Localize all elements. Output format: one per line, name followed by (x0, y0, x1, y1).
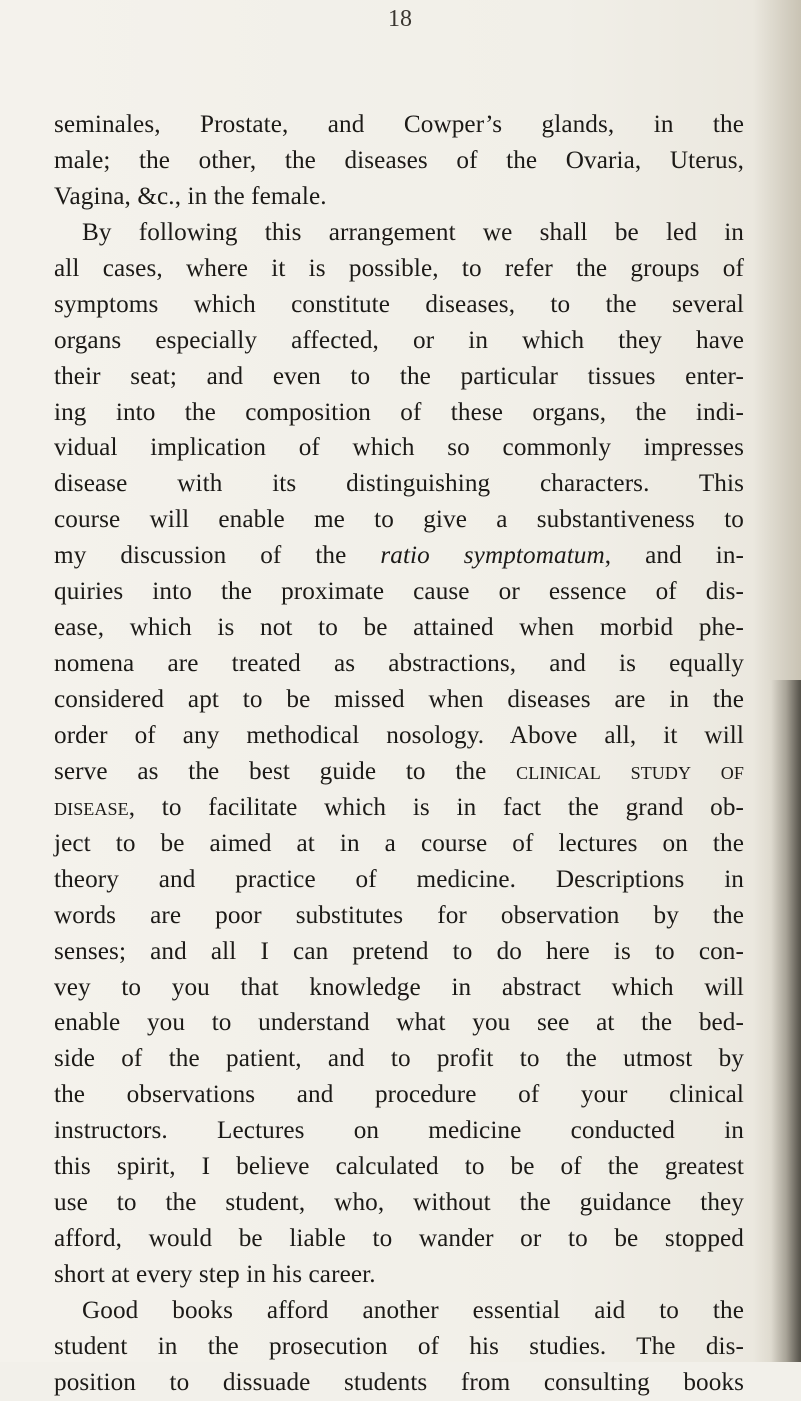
text-line: senses; and all I can pretend to do here is to con- (54, 937, 744, 965)
text-line-with-small-caps (54, 790, 744, 826)
small-caps-phrase: disease (54, 793, 129, 821)
paragraph-start-line: By following this arrangement we shall be led in (82, 218, 744, 246)
text-line: student in the prosecution of his studies. The dis- (54, 1332, 744, 1360)
text-line: symptoms which constitute diseases, to the several (54, 290, 744, 318)
text-line: enable you to understand what you see at the bed- (54, 1009, 744, 1037)
text-segment: , and in- (604, 542, 745, 570)
text-line: vey to you that knowledge in abstract which will (54, 973, 744, 1001)
text-line: position to dissuade students from consulting books (54, 1368, 744, 1396)
text-line: course will enable me to give a substantiveness to (54, 506, 744, 534)
text-line: the observations and procedure of your clinical (54, 1081, 744, 1109)
small-caps-phrase: clinical study of (516, 757, 744, 785)
text-line: considered apt to be missed when diseases are in the (54, 686, 744, 713)
text-line: short at every step in his career. (54, 1261, 376, 1288)
text-segment: serve as the best guide to the (54, 757, 517, 785)
text-line: instructors. Lectures on medicine conducted in (54, 1117, 744, 1145)
text-line: male; the other, the diseases of the Ovaria, Uterus, (54, 146, 744, 174)
text-line-with-small-caps (54, 754, 744, 790)
text-line: use to the student, who, without the guidance they (54, 1189, 744, 1217)
page-edge-shadow (771, 680, 801, 1362)
text-line: seminales, Prostate, and Cowper’s glands, in the (54, 111, 744, 138)
text-line: this spirit, I believe calculated to be of the greatest (54, 1153, 744, 1181)
page-number: 18 (388, 6, 412, 32)
text-segment: , to facilitate which is in fact the grand ob- (128, 793, 744, 821)
text-line: side of the patient, and to profit to the utmost by (54, 1045, 744, 1073)
text-line: ing into the composition of these organs, the indi- (54, 398, 744, 426)
text-line: words are poor substitutes for observation by the (54, 901, 744, 929)
text-segment: my discussion of the (54, 542, 381, 570)
text-line: vidual implication of which so commonly impresses (54, 434, 744, 462)
body-text (54, 107, 744, 1401)
text-line-with-italic (54, 538, 744, 574)
text-line: ject to be aimed at in a course of lectures on the (54, 829, 744, 857)
text-line: their seat; and even to the particular tissues enter- (54, 362, 744, 390)
text-line: nomena are treated as abstractions, and is equally (54, 650, 744, 678)
text-line: quiries into the proximate cause or essence of dis- (54, 578, 744, 606)
text-line: disease with its distinguishing characters. This (54, 470, 744, 498)
text-line: all cases, where it is possible, to refer the groups of (54, 254, 744, 282)
text-line: ease, which is not to be attained when morbid phe- (54, 614, 744, 642)
text-line: Vagina, &c., in the female. (54, 182, 327, 210)
text-line: organs especially affected, or in which they have (54, 326, 744, 354)
italic-phrase: ratio symptomatum (380, 542, 605, 570)
paragraph-start-line: Good books afford another essential aid to the (82, 1296, 744, 1324)
text-line: theory and practice of medicine. Descriptions in (54, 865, 744, 893)
text-line: order of any methodical nosology. Above all, it will (54, 721, 744, 749)
text-line: afford, would be liable to wander or to be stopped (54, 1225, 744, 1253)
